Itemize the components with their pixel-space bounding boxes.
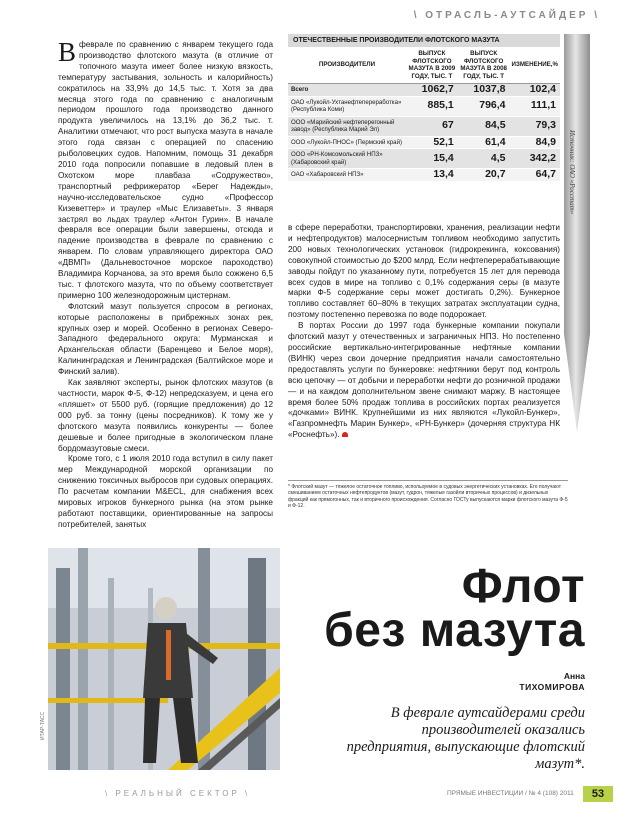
table-source [562, 130, 582, 230]
table-header-row [288, 47, 560, 84]
footer-magazine: ПРЯМЫЕ ИНВЕСТИЦИИ / № 4 (108) 2011 [447, 790, 574, 797]
table-header-change: ИЗМЕНЕНИЕ,% [510, 47, 560, 84]
table-row [288, 149, 560, 169]
table-cell-change: 64,7 [510, 169, 560, 182]
author-last-name: ТИХОМИРОВА [519, 682, 585, 692]
section-label: \ ОТРАСЛЬ-АУТСАЙДЕР \ [413, 10, 600, 21]
paragraph-1-text: феврале по сравнению с январем текущего года производство флотского мазута (в отличие от топочного мазута имеет более низкую вязкость, температуру застывания, зольность и калорийность) сократилось на 33,9% до 14,5 тыс. т. Хотя за два месяца этого года по сравнению с аналогичным периодом прошлого года производство данного продукта увеличилось на 13,1% до 36,2 тыс. т. Аналитики отмечают, что рост выпуска мазута в начале этого года связан с операцией по спасению рыболовецких судов. Напомним, помощь 31 декабря 2010 года попросили попавшие в ледовый плен в Охотском море плавбаза «Содружество», транспортный рефрижератор «Берег Надежды», научно-исследовательское судно «Профессор Кизеветтер» и траулер «Мыс Елизаветы». 3 января застрял во льдах траулер «Антон Гурин». В начале февраля все операции были завершены, отсюда и падение производства в феврале по сравнению с январем. По словам управляющего директора ОАО «ДВМП» (Дальневосточное морское пароходство) Владимира Корчанова, за это время было сожжено 6,5 тыс. т флотского мазута, что по объему соответствует примерно 100 железнодорожным цистернам. [58, 40, 273, 300]
paragraph-1 [58, 37, 273, 302]
table-cell-2008: 4,5 [458, 149, 510, 169]
table-cell-change: 79,3 [510, 116, 560, 136]
producers-table [288, 34, 560, 182]
table-header-2009: ВЫПУСК ФЛОТСКОГО МАЗУТА В 2009 ГОДУ, ТЫС. Т [406, 47, 458, 84]
photo-credit: ИТАР-ТАСС [40, 711, 46, 740]
lead-paragraph: В феврале аутсайдерами среди производителей оказались предприятия, выпускающие флотский мазут*. [346, 705, 585, 772]
paragraph-2: Флотский мазут пользуется спросом в регионах, которые расположены в прибрежных зонах рек, крупных озер и морей. Особенно в регионах Северо-Западного федерального округа: Мурманская и Архангельская области (Баренцево и Белое моря), Калининградская и Ленинградская (Балтийское море и Финский залив). [58, 301, 273, 377]
refinery-worker-photo [48, 548, 280, 770]
table-cell-name: ОАО «Лукойл-Ухтанефтепереработка» (Республика Коми) [288, 96, 406, 116]
table-row [288, 116, 560, 136]
table-row [288, 84, 560, 97]
page-number: 53 [583, 786, 613, 802]
table-cell-2008: 84,5 [458, 116, 510, 136]
footnote: * Флотский мазут — тяжелое остаточное топливо, используемое в судовых энергетических установках. Его получают смешиванием остаточных нефтепродуктов (мазут, гудрон, тяжелые газойли вторичных процессов) и дизельных фракций как прямогонных, так и вторичного происхождения. Согласно ГОСТу выпускаются марки флотского мазута Ф-5 и Ф-12. [288, 480, 568, 509]
table-row [288, 96, 560, 116]
headline [324, 560, 585, 657]
pencil-graphic [560, 34, 594, 434]
table-cell-2009: 1062,7 [406, 84, 458, 97]
paragraph-3: Как заявляют эксперты, рынок флотских мазутов (в частности, марок Ф-5, Ф-12) непредсказуем, и цена его «пляшет» от 5500 руб. (горящие предложения) до 12 000 руб. за тонну (цены посредников). К тому же у флотского мазута появились конкуренты — более дешевые и более пригодные в экологическом плане бордомазутовые смеси. [58, 378, 273, 453]
headline-line-1: Флот [461, 560, 585, 613]
paragraph-6-text: В портах России до 1997 года бункерные компании покупали флотский мазут у отечественных и заграничных НПЗ. Но постепенно российские вертикально-интегрированные нефтяные компании (ВИНК) через свои дочерние предприятия начали самостоятельно предоставлять услуги по бункеровке: нефтяники берут под контроль всю цепочку — от добычи и переработки нефти до розничной продажи — и на каждом дополнительном звене снимают маржу. В настоящее время более 50% продаж топлива в российских портах реализуется «дочками» ВИНК. Крупнейшими из них являются «Лукойл-Бункер», «Газпромнефть Марин Бункер», «РН-Бункер» (дочерняя структура НК «Роснефть»). [288, 321, 560, 440]
paragraph-4: Кроме того, с 1 июля 2010 года вступил в силу пакет мер Международной морской организации по снижению токсичных выбросов при судовых операциях. По расчетам компании M&ECL, для снабжения всех мировых игроков бункерного рынка (на этом рынке работают поставщики, ориентированные на запросы потребителей, занятых [58, 454, 273, 529]
paragraph-5: в сфере переработки, транспортировки, хранения, реализации нефти и нефтепродуктов) малосернистым топливом необходимо запустить 200 новых технологических установок (гидрокрекинга, коксования) совокупной стоимостью до $200 млрд. Если нефтеперерабатывающие заводы пойдут по указанному пути, потребуется 15 лет для перевода всех судов в мире на топливо с 0,1% содержания серы (в мазуте марки Ф-5 содержание серы может достигать 0,2%). Бункерное топливо составляет 60–80% в текущих затратах эксплуатации судна, поэтому постепенно перевозка по воде подорожает. [288, 223, 560, 320]
table-cell-name: ОАО «Хабаровский НПЗ» [288, 169, 406, 182]
table-title: ОТЕЧЕСТВЕННЫЕ ПРОИЗВОДИТЕЛИ ФЛОТСКОГО МАЗУТА [288, 34, 560, 47]
table-cell-2009: 885,1 [406, 96, 458, 116]
table-cell-2009: 52,1 [406, 136, 458, 149]
footer-section-label: \ РЕАЛЬНЫЙ СЕКТОР \ [105, 789, 251, 798]
table-cell-2009: 13,4 [406, 169, 458, 182]
table-cell-2008: 796,4 [458, 96, 510, 116]
table-cell-change: 111,1 [510, 96, 560, 116]
author-first-name: Анна [563, 671, 585, 681]
table-cell-change: 84,9 [510, 136, 560, 149]
paragraph-6 [288, 321, 560, 441]
headline-line-2: без мазута [324, 604, 585, 657]
table-source-text: Источник: ОАО «Росстат» [568, 130, 576, 215]
drop-cap: В [58, 37, 77, 67]
article-column-2 [288, 223, 560, 441]
table-header-2008: ВЫПУСК ФЛОТСКОГО МАЗУТА В 2008 ГОДУ, ТЫС. Т [458, 47, 510, 84]
table-cell-name: ООО «РН-Комсомольский НПЗ» (Хабаровский край) [288, 149, 406, 169]
table-cell-name: Всего [288, 84, 406, 97]
table-cell-2009: 67 [406, 116, 458, 136]
table-cell-2008: 61,4 [458, 136, 510, 149]
table-cell-2008: 20,7 [458, 169, 510, 182]
table-cell-change: 102,4 [510, 84, 560, 97]
table-cell-name: ООО «Марийский нефтеперегонный завод» (Республика Марий Эл) [288, 116, 406, 136]
table-cell-2009: 15,4 [406, 149, 458, 169]
table-header-producers: ПРОИЗВОДИТЕЛИ [288, 47, 406, 84]
table-cell-change: 342,2 [510, 149, 560, 169]
end-mark-icon [342, 432, 348, 437]
table-cell-2008: 1037,8 [458, 84, 510, 97]
table-row [288, 136, 560, 149]
table-row [288, 169, 560, 182]
table-cell-name: ООО «Лукойл-ПНОС» (Пермский край) [288, 136, 406, 149]
article-column-1 [58, 37, 273, 531]
